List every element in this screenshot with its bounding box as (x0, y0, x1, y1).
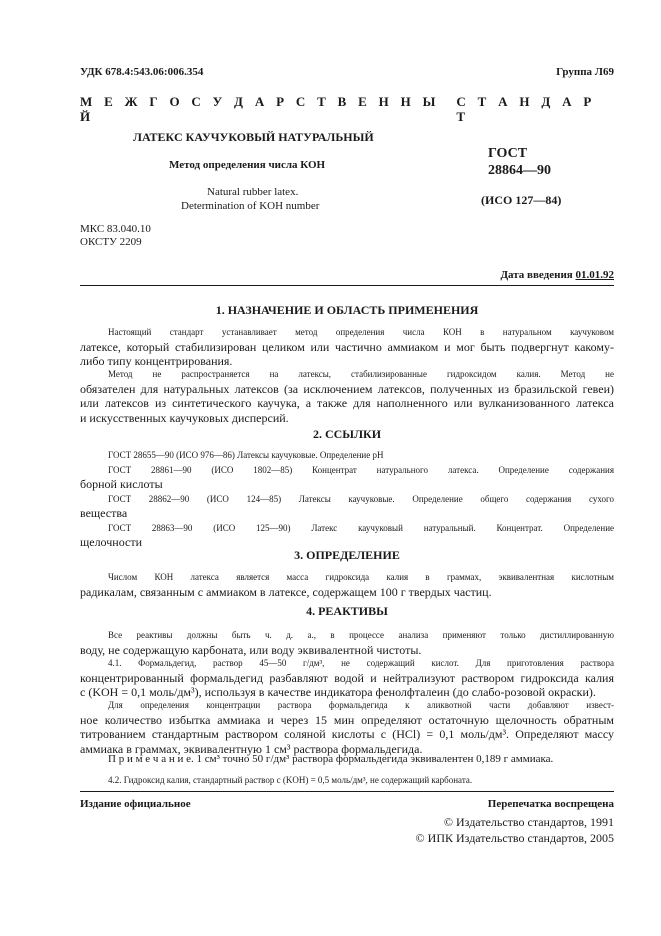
section-4-1-concentration-paragraph (80, 698, 614, 756)
text-line: Все реактивы должны быть ч. д. а., в процессе анализа применяют только дистиллированную (108, 630, 614, 640)
references-list (80, 448, 614, 550)
text-line: борной кислоты (80, 477, 163, 491)
section-3-heading: 3. ОПРЕДЕЛЕНИЕ (294, 548, 400, 562)
text-line: титрованием стандартным раствором соляной кислоты c (HCl) = 0,1 моль/дм³. Определяют массу (80, 727, 614, 741)
reference-item (80, 492, 614, 521)
banner-right: С Т А Н Д А Р Т (456, 94, 596, 124)
reference-item (80, 448, 614, 463)
copyright-1991: © Издательство стандартов, 1991 (443, 815, 614, 829)
text-line: радикалам, связанным с аммиаком в латексе, содержащем 100 г твердых частиц. (80, 584, 492, 599)
reference-item (80, 463, 614, 492)
copyright-2005: © ИПК Издательство стандартов, 2005 (415, 831, 614, 845)
bottom-divider (80, 791, 614, 792)
english-title-line2: Determination of KOH number (181, 200, 320, 212)
reference-item (80, 521, 614, 550)
top-divider (80, 285, 614, 286)
official-edition-label: Издание официальное (80, 798, 191, 810)
interstate-standard-banner (80, 95, 614, 124)
section-1-heading: 1. НАЗНАЧЕНИЕ И ОБЛАСТЬ ПРИМЕНЕНИЯ (215, 303, 479, 317)
date-label: Дата введения (500, 269, 576, 281)
date-value: 01.01.92 (575, 269, 614, 281)
document-subtitle: Метод определения числа КОН (169, 159, 326, 171)
text-line: или латексов из синтетического каучука, а также для наполненного или вулканизованного латекса (80, 396, 614, 410)
text-line: концентрированный формальдегид разбавляют водой и нейтрализуют раствором гидроксида калия (80, 670, 614, 685)
text-line: аммиака в граммах, эквивалентную 1 см³ раствора формальдегида. (80, 741, 423, 756)
section-4-2-paragraph (80, 773, 614, 788)
text-line: вещества (80, 506, 128, 520)
text-line: Для определения концентрации раствора формальдегида к аликвотной части добавляют извест- (108, 700, 614, 710)
gost-number (488, 145, 551, 179)
reprint-prohibited-label: Перепечатка воспрещена (487, 798, 614, 810)
document-title: ЛАТЕКС КАУЧУКОВЫЙ НАТУРАЛЬНЫЙ (133, 130, 374, 144)
section-3-paragraph (80, 570, 614, 599)
section-4-paragraph-1 (80, 628, 614, 657)
text-line: щелочности (80, 535, 142, 549)
text-line: либо типу концентрирования. (80, 354, 233, 368)
text-line: Настоящий стандарт устанавливает метод определения числа КОН в натуральном каучуковом (108, 327, 614, 337)
text-line: ГОСТ 28863—90 (ИСО 125—90) Латекс каучуковый натуральный. Концентрат. Определение (108, 522, 614, 533)
text-line: ГОСТ 28655—90 (ИСО 976—86) Латексы каучуковые. Определение рН (108, 450, 384, 460)
section-1-paragraph-1 (80, 325, 614, 369)
okstu-code: ОКСТУ 2209 (80, 236, 142, 248)
section-1-paragraph-2 (80, 367, 614, 425)
group-code: Группа Л69 (556, 66, 614, 78)
text-line: обязателен для натуральных латексов (за исключением латексов, полученных из бразильской гевеи) (80, 381, 614, 396)
text-line: ГОСТ 28861—90 (ИСО 1802—85) Концентрат натурального латекса. Определение содержания (108, 464, 614, 475)
text-line: Метод не распространяется на латексы, стабилизированные гидроксидом калия. Метод не (108, 369, 614, 379)
text-line: ное количество избытка аммиака и через 15 мин определяют остаточную щелочность обратным (80, 712, 614, 727)
text-line: и искусственных каучуковых дисперсий. (80, 410, 289, 425)
section-2-heading: 2. ССЫЛКИ (312, 427, 382, 441)
gost-code: 28864—90 (488, 163, 551, 178)
classification-codes (80, 223, 151, 249)
text-line: Числом КОН латекса является масса гидроксида калия в граммах, эквивалентная кислотным (108, 572, 614, 582)
gost-label: ГОСТ (488, 146, 528, 161)
text-line: ГОСТ 28862—90 (ИСО 124—85) Латексы каучуковые. Определение общего содержания сухого (108, 493, 614, 504)
text-line: латексе, который стабилизирован целиком или частично аммиаком и мог быть подвергнут какому- (80, 339, 614, 354)
udk-code: УДК 678.4:543.06:006.354 (80, 66, 204, 78)
text-line: c (KOH = 0,1 моль/дм³), используя в качестве индикатора фенолфталеин (до слабо-розовой окраски). (80, 685, 596, 699)
section-4-1-paragraph (80, 656, 614, 700)
banner-left: М Е Ж Г О С У Д А Р С Т В Е Н Н Ы Й (80, 94, 440, 124)
effective-date (500, 268, 614, 283)
text-line: 4.2. Гидроксид калия, стандартный раствор c (KOH) = 0,5 моль/дм³, не содержащий карбоната. (108, 775, 473, 785)
iso-reference: (ИСО 127—84) (481, 193, 562, 207)
text-line: воду, не содержащую карбоната, или воду эквивалентной чистоты. (80, 642, 422, 657)
note: П р и м е ч а н и е. 1 см³ точно 50 г/дм³ раствора формальдегида эквивалентен 0,189 г аммиака. (108, 753, 554, 765)
mks-code: МКС 83.040.10 (80, 223, 151, 235)
english-title-line1: Natural rubber latex. (207, 186, 299, 198)
section-4-heading: 4. РЕАКТИВЫ (306, 604, 388, 618)
text-line: 4.1. Формальдегид, раствор 45—50 г/дм³, не содержащий кислот. Для приготовления раствора (108, 658, 614, 668)
